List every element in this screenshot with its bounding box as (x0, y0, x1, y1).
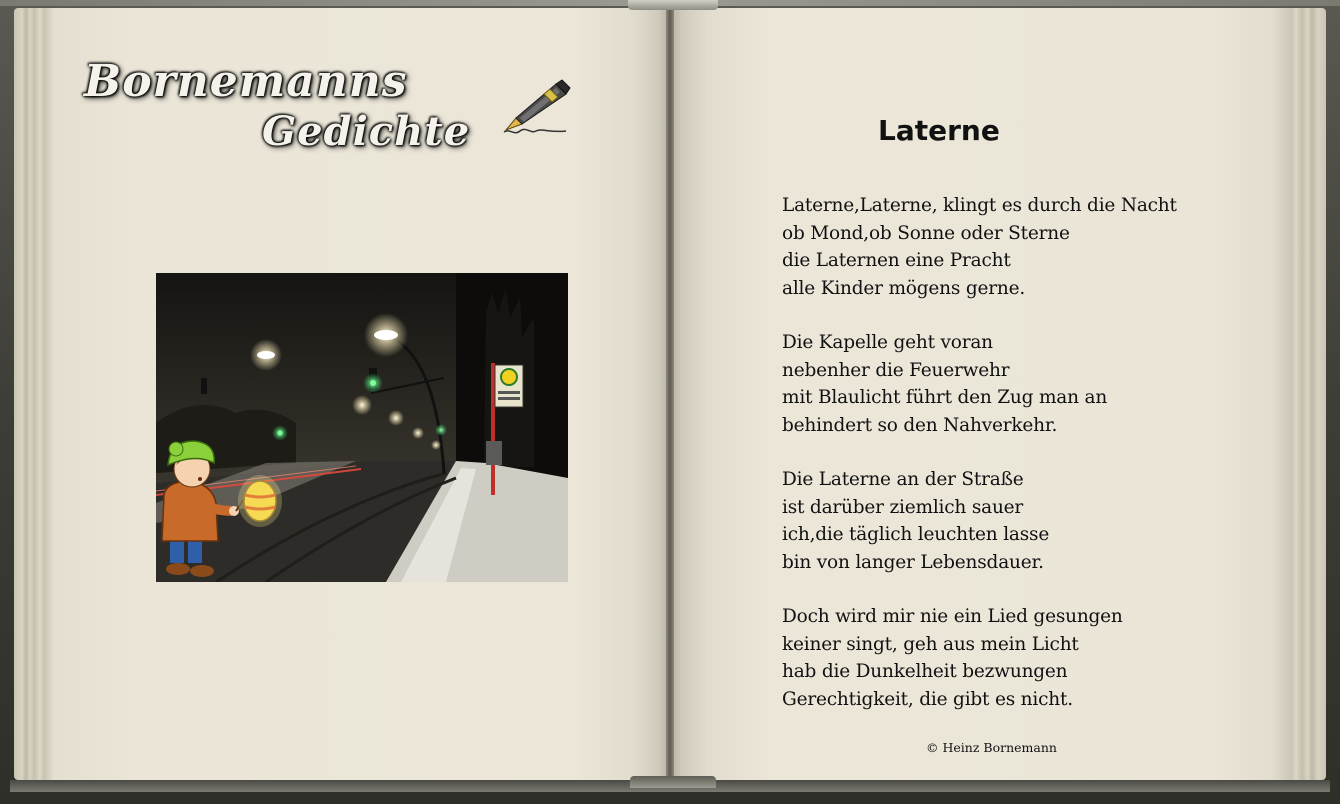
poem-line: Doch wird mir nie ein Lied gesungen (782, 606, 1123, 627)
logo-title-line2: Gedichte (262, 108, 471, 155)
poem-line: mit Blaulicht führt den Zug man an (782, 387, 1108, 408)
poem-body (782, 192, 1262, 740)
poem-line: nebenher die Feuerwehr (782, 359, 1010, 381)
poem-line: Gerechtigkeit, die gibt es nicht. (782, 688, 1073, 710)
poem-line: Die Laterne an der Straße (782, 469, 1024, 490)
poem-line: ob Mond,ob Sonne oder Sterne (782, 222, 1070, 244)
poem-line: ich,die täglich leuchten lasse (782, 524, 1050, 545)
spine-clip-bottom (630, 776, 716, 788)
book-spine (666, 8, 674, 780)
poem-stanza-1 (782, 192, 1262, 302)
poem-stanza-4 (782, 603, 1262, 713)
poem-stanza-3 (782, 466, 1262, 576)
copyright-notice: © Heinz Bornemann (926, 740, 1057, 755)
poem-line: bin von langer Lebensdauer. (782, 551, 1044, 573)
logo-title-line1: Bornemanns (84, 56, 408, 107)
poem-line: keiner singt, geh aus mein Licht (782, 633, 1079, 655)
spine-clip-top (628, 0, 718, 10)
poem-line: Laterne,Laterne, klingt es durch die Nacht (782, 195, 1177, 216)
night-street-lantern-photo (156, 273, 568, 582)
fountain-pen-icon (500, 74, 576, 140)
poem-line: ist darüber ziemlich sauer (782, 496, 1024, 518)
poem-title: Laterne (878, 114, 1000, 147)
poem-line: alle Kinder mögens gerne. (782, 277, 1025, 299)
poem-line: Die Kapelle geht voran (782, 332, 993, 353)
poem-line: behindert so den Nahverkehr. (782, 414, 1058, 436)
poem-stanza-2 (782, 329, 1262, 439)
poem-line: die Laternen eine Pracht (782, 250, 1011, 271)
poem-line: hab die Dunkelheit bezwungen (782, 661, 1068, 682)
